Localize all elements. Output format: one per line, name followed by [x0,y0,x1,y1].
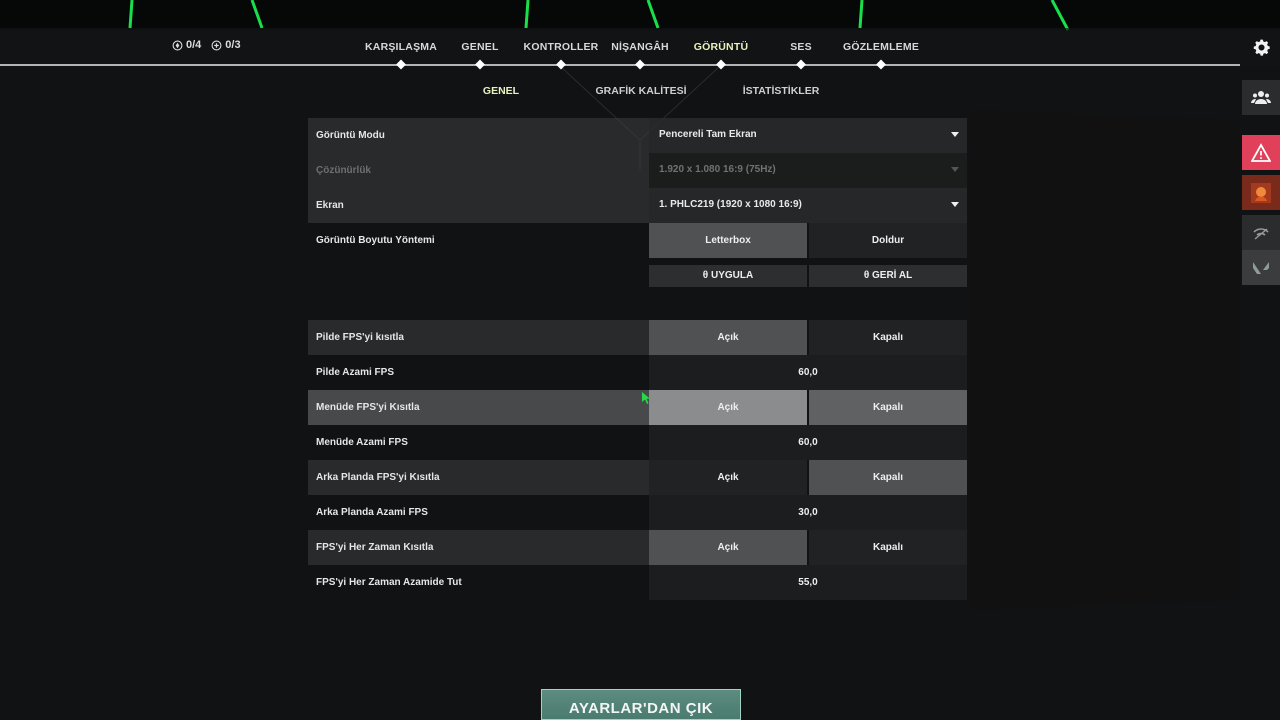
tab-karsilasma[interactable]: KARŞILAŞMA [365,41,437,53]
setting-limit-fps-ingame [308,320,967,355]
fps-value-field[interactable]: 60,0 [649,425,967,460]
setting-max-fps-ingame [308,355,967,390]
setting-screen [308,188,967,223]
setting-label: Arka Planda Azami FPS [316,507,428,518]
counter-shield [172,39,201,51]
friends-button[interactable] [1242,80,1280,115]
counter-plus-value: 0/3 [225,39,241,51]
setting-display-mode [308,118,967,153]
network-button[interactable] [1242,215,1280,250]
revert-label: GERİ AL [872,270,913,281]
setting-label: Çözünürlük [308,153,649,188]
users-icon [1251,88,1271,108]
resolution-dropdown[interactable] [649,153,967,188]
tab-nisangah[interactable]: NİŞANGÂH [611,41,669,53]
fps-value-field[interactable]: 55,0 [649,565,967,600]
setting-label: Görüntü Boyutu Yöntemi [316,235,435,246]
off-button[interactable]: Kapalı [809,460,967,495]
off-button[interactable]: Kapalı [809,320,967,355]
on-button[interactable]: Açık [649,460,807,495]
apply-row [308,265,967,287]
profile-avatar[interactable] [1242,175,1280,210]
gear-icon[interactable] [1251,37,1272,58]
setting-limit-fps-background [308,460,967,495]
tab-genel[interactable]: GENEL [461,41,499,53]
subtab-istatistikler[interactable]: İSTATİSTİKLER [742,85,820,97]
revert-icon: θ [863,270,872,281]
tab-gozlemleme[interactable]: GÖZLEMLEME [842,41,920,53]
display-mode-dropdown[interactable] [649,118,967,153]
apply-label: UYGULA [710,270,754,281]
tab-kontroller[interactable]: KONTROLLER [523,41,599,53]
setting-label: FPS'yi Her Zaman Kısıtla [308,530,649,565]
avatar-icon [1251,183,1271,203]
chevron-down-icon [951,132,959,137]
subtab-genel[interactable]: GENEL [482,85,520,97]
setting-label: FPS'yi Her Zaman Azamide Tut [316,577,462,588]
valorant-logo-icon [1251,258,1271,278]
fps-value-field[interactable]: 30,0 [649,495,967,530]
dropdown-value: Pencereli Tam Ekran [659,129,757,140]
shield-icon [172,40,183,51]
side-rail [1242,68,1280,288]
valorant-button[interactable] [1242,250,1280,285]
dropdown-value: 1.920 x 1.080 16:9 (75Hz) [659,164,776,175]
plus-circle-icon [211,40,222,51]
chevron-down-icon [951,202,959,207]
on-button[interactable]: Açık [649,320,807,355]
letterbox-button[interactable]: Letterbox [649,223,807,258]
setting-max-fps-background [308,495,967,530]
alert-button[interactable] [1242,135,1280,170]
player-counters [172,39,241,51]
counter-shield-value: 0/4 [186,39,202,51]
mouse-cursor-icon [642,392,650,404]
wifi-off-icon [1251,223,1271,243]
tab-ses[interactable]: SES [790,41,812,53]
setting-label: Ekran [308,188,649,223]
dropdown-value: 1. PHLC219 (1920 x 1080 16:9) [659,199,802,210]
fps-value-field[interactable]: 60,0 [649,355,967,390]
setting-label: Görüntü Modu [308,118,649,153]
setting-max-fps-always [308,565,967,600]
on-button[interactable]: Açık [649,530,807,565]
setting-label: Menüde Azami FPS [316,437,408,448]
apply-button[interactable] [649,265,807,287]
tab-goruntu[interactable]: GÖRÜNTÜ [693,41,749,53]
off-button[interactable]: Kapalı [809,390,967,425]
setting-limit-fps-always [308,530,967,565]
setting-limit-fps-menu [308,390,967,425]
setting-max-fps-menu [308,425,967,460]
setting-scaling [308,223,967,258]
nav-divider [0,64,1240,66]
subtab-grafik-kalitesi[interactable]: GRAFİK KALİTESİ [595,85,687,97]
revert-button[interactable] [809,265,967,287]
on-button[interactable]: Açık [649,390,807,425]
setting-label: Pilde Azami FPS [316,367,394,378]
exit-settings-button[interactable]: AYARLAR'DAN ÇIK [541,689,741,720]
apply-icon: θ [702,270,711,281]
chevron-down-icon [951,167,959,172]
counter-plus [211,39,240,51]
setting-label: Menüde FPS'yi Kısıtla [308,390,649,425]
fill-button[interactable]: Doldur [809,223,967,258]
setting-label: Pilde FPS'yi kısıtla [308,320,649,355]
setting-label: Arka Planda FPS'yi Kısıtla [308,460,649,495]
off-button[interactable]: Kapalı [809,530,967,565]
warning-icon [1251,143,1271,163]
screen-dropdown[interactable] [649,188,967,223]
setting-resolution [308,153,967,188]
